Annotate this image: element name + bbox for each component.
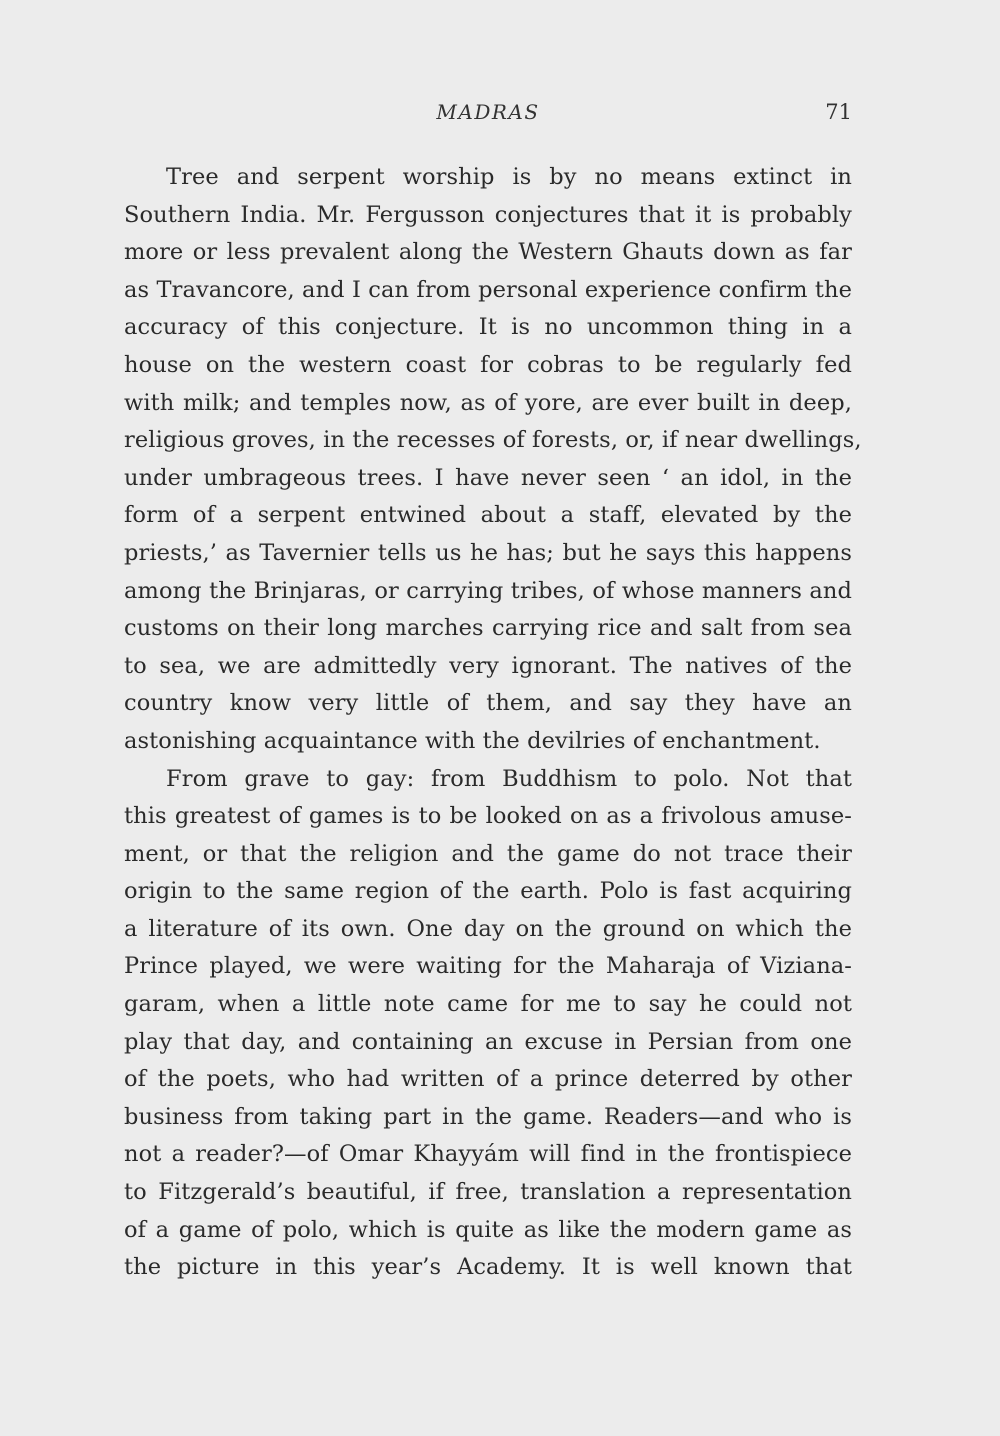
text-line: form of a serpent entwined about a staff, elevated by the bbox=[124, 502, 852, 529]
text-line: accuracy of this conjecture. It is no uncommon thing in a bbox=[124, 314, 852, 341]
text-line: not a reader?—of Omar Khayyám will find in the frontispiece bbox=[124, 1141, 852, 1168]
text-line: this greatest of games is to be looked on as a frivolous amuse- bbox=[124, 803, 852, 830]
text-line: customs on their long marches carrying rice and salt from sea bbox=[124, 615, 852, 642]
text-line: more or less prevalent along the Western Ghauts down as far bbox=[124, 239, 852, 266]
text-line: Tree and serpent worship is by no means extinct in bbox=[166, 164, 852, 190]
text-line: Southern India. Mr. Fergusson conjectures that it is probably bbox=[124, 201, 852, 228]
text-line: garam, when a little note came for me to say he could not bbox=[124, 991, 852, 1018]
body-text bbox=[124, 159, 862, 1287]
text-line: Prince played, we were waiting for the Maharaja of Viziana- bbox=[124, 953, 852, 980]
text-line: of the poets, who had written of a prince deterred by other bbox=[124, 1066, 852, 1093]
running-head: MADRAS bbox=[436, 100, 540, 124]
text-line: the picture in this year’s Academy. It is well known that bbox=[124, 1254, 852, 1281]
text-line: to sea, we are admittedly very ignorant. The natives of the bbox=[124, 652, 852, 679]
text-line: under umbrageous trees. I have never seen ‘ an idol, in the bbox=[124, 464, 852, 491]
text-line: origin to the same region of the earth. Polo is fast acquiring bbox=[124, 878, 852, 905]
paragraph-2 bbox=[124, 761, 852, 1287]
text-line: business from taking part in the game. Readers—and who is bbox=[124, 1103, 852, 1130]
text-line: with milk; and temples now, as of yore, are ever built in deep, bbox=[124, 389, 852, 416]
text-line: as Travancore, and I can from personal experience confirm the bbox=[124, 276, 852, 303]
text-line: a literature of its own. One day on the ground on which the bbox=[124, 915, 852, 942]
text-line: play that day, and containing an excuse in Persian from one bbox=[124, 1028, 852, 1055]
text-line: among the Brinjaras, or carrying tribes, of whose manners and bbox=[124, 577, 852, 604]
text-line: religious groves, in the recesses of forests, or, if near dwellings, bbox=[124, 427, 862, 454]
text-line: priests,’ as Tavernier tells us he has; but he says this happens bbox=[124, 539, 852, 566]
text-line: house on the western coast for cobras to be regularly fed bbox=[124, 351, 852, 378]
text-line: of a game of polo, which is quite as like the modern game as bbox=[124, 1216, 852, 1243]
text-line: ment, or that the religion and the game do not trace their bbox=[124, 840, 852, 867]
paragraph-1 bbox=[124, 159, 862, 761]
page-number: 71 bbox=[825, 100, 852, 124]
text-line: to Fitzgerald’s beautiful, if free, translation a representation bbox=[124, 1179, 852, 1206]
text-line: country know very little of them, and say they have an bbox=[124, 690, 852, 717]
text-line: From grave to gay: from Buddhism to polo. Not that bbox=[166, 765, 852, 792]
text-line: astonishing acquaintance with the devilries of enchantment. bbox=[124, 727, 821, 754]
page-header bbox=[124, 100, 852, 130]
